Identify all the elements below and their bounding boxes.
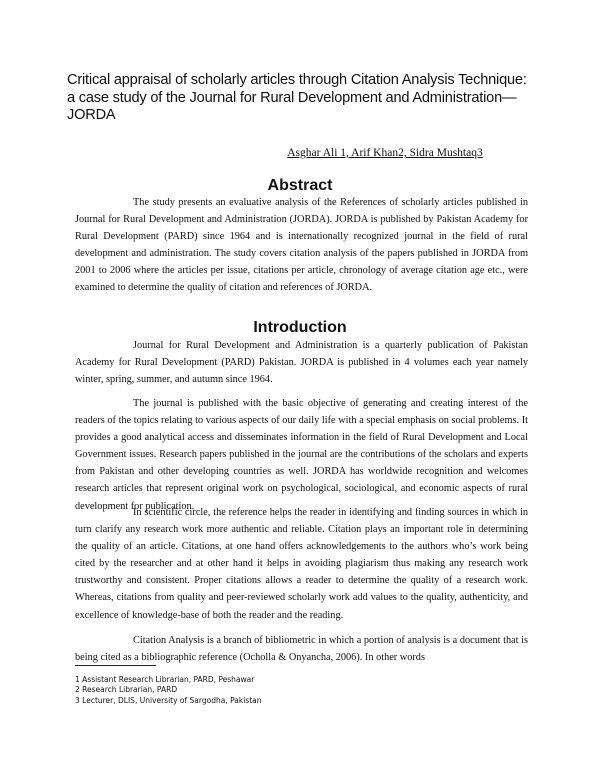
intro-paragraph-3: In scientific circle, the reference helps the reader in identifying and finding sources in which in turn clarify any research work more authentic and reliable. Citation plays an important role in determining the quality of an article. Citations, at one hand offers acknowledgements to the authors who’s work being cited by the researcher and at other hand it helps in avoiding plagiarism thus making any research work trustworthy and consistent. Proper citations allows a reader to determine the quality of a research work. Whereas, citations from quality and peer-reviewed scholarly work add values to the quality, authenticity, and excellence of knowledge-base of both the reader and the reading. <box>75 507 528 621</box>
abstract-heading: Abstract <box>267 177 333 194</box>
abstract-text: The study presents an evaluative analysis of the References of scholarly articles published in Journal for Rural Development and Administration (JORDA). JORDA is published by Pakistan Academy for Rural Development (PARD) since 1964 and is internationally recognized journal in the field of rural development and administration. The study covers citation analysis of the papers published in JORDA from 2001 to 2006 where the articles per issue, citations per article, chronology of average citation age etc., were examined to determine the quality of citation and references of JORDA. <box>75 197 528 294</box>
footnote-divider <box>75 665 156 666</box>
intro-paragraph-4: Citation Analysis is a branch of bibliometric in which a portion of analysis is a document that is being cited as a bibliographic reference (Ocholla & Onyancha, 2006). In other words <box>75 635 528 664</box>
paper-title: Critical appraisal of scholarly articles through Citation Analysis Technique: a case study of the Journal for Rural Development and Administration—JORDA <box>67 72 527 123</box>
authors: Asghar Ali 1, Arif Khan2, Sidra Mushtaq3 <box>287 147 483 159</box>
footnote-1: 1 Assistant Research Librarian, PARD, Peshawar <box>75 675 255 684</box>
intro-paragraph-2: The journal is published with the basic objective of generating and creating interest of the readers of the topics relating to various aspects of our daily life with a special emphasis on social problems. It provides a good analytical access and disseminates information in the field of Rural Development and Local Government issues. Research papers published in the journal are the contributions of the scholars and experts from Pakistan and other developing countries as well. JORDA has worldwide recognition and welcomes research articles that represent original work on psychological, sociological, and economic aspects of rural development for publication. <box>75 398 528 512</box>
intro-paragraph-1: Journal for Rural Development and Administration is a quarterly publication of Pakistan Academy for Rural Development (PARD) Pakistan. JORDA is published in 4 volumes each year namely winter, spring, summer, and autumn since 1964. <box>75 340 528 386</box>
footnote-2: 2 Research Librarian, PARD <box>75 685 178 694</box>
introduction-heading: Introduction <box>253 319 347 336</box>
author-line <box>0 147 600 159</box>
footnote-3: 3 Lecturer, DLIS, University of Sargodha, Pakistan <box>75 696 262 705</box>
